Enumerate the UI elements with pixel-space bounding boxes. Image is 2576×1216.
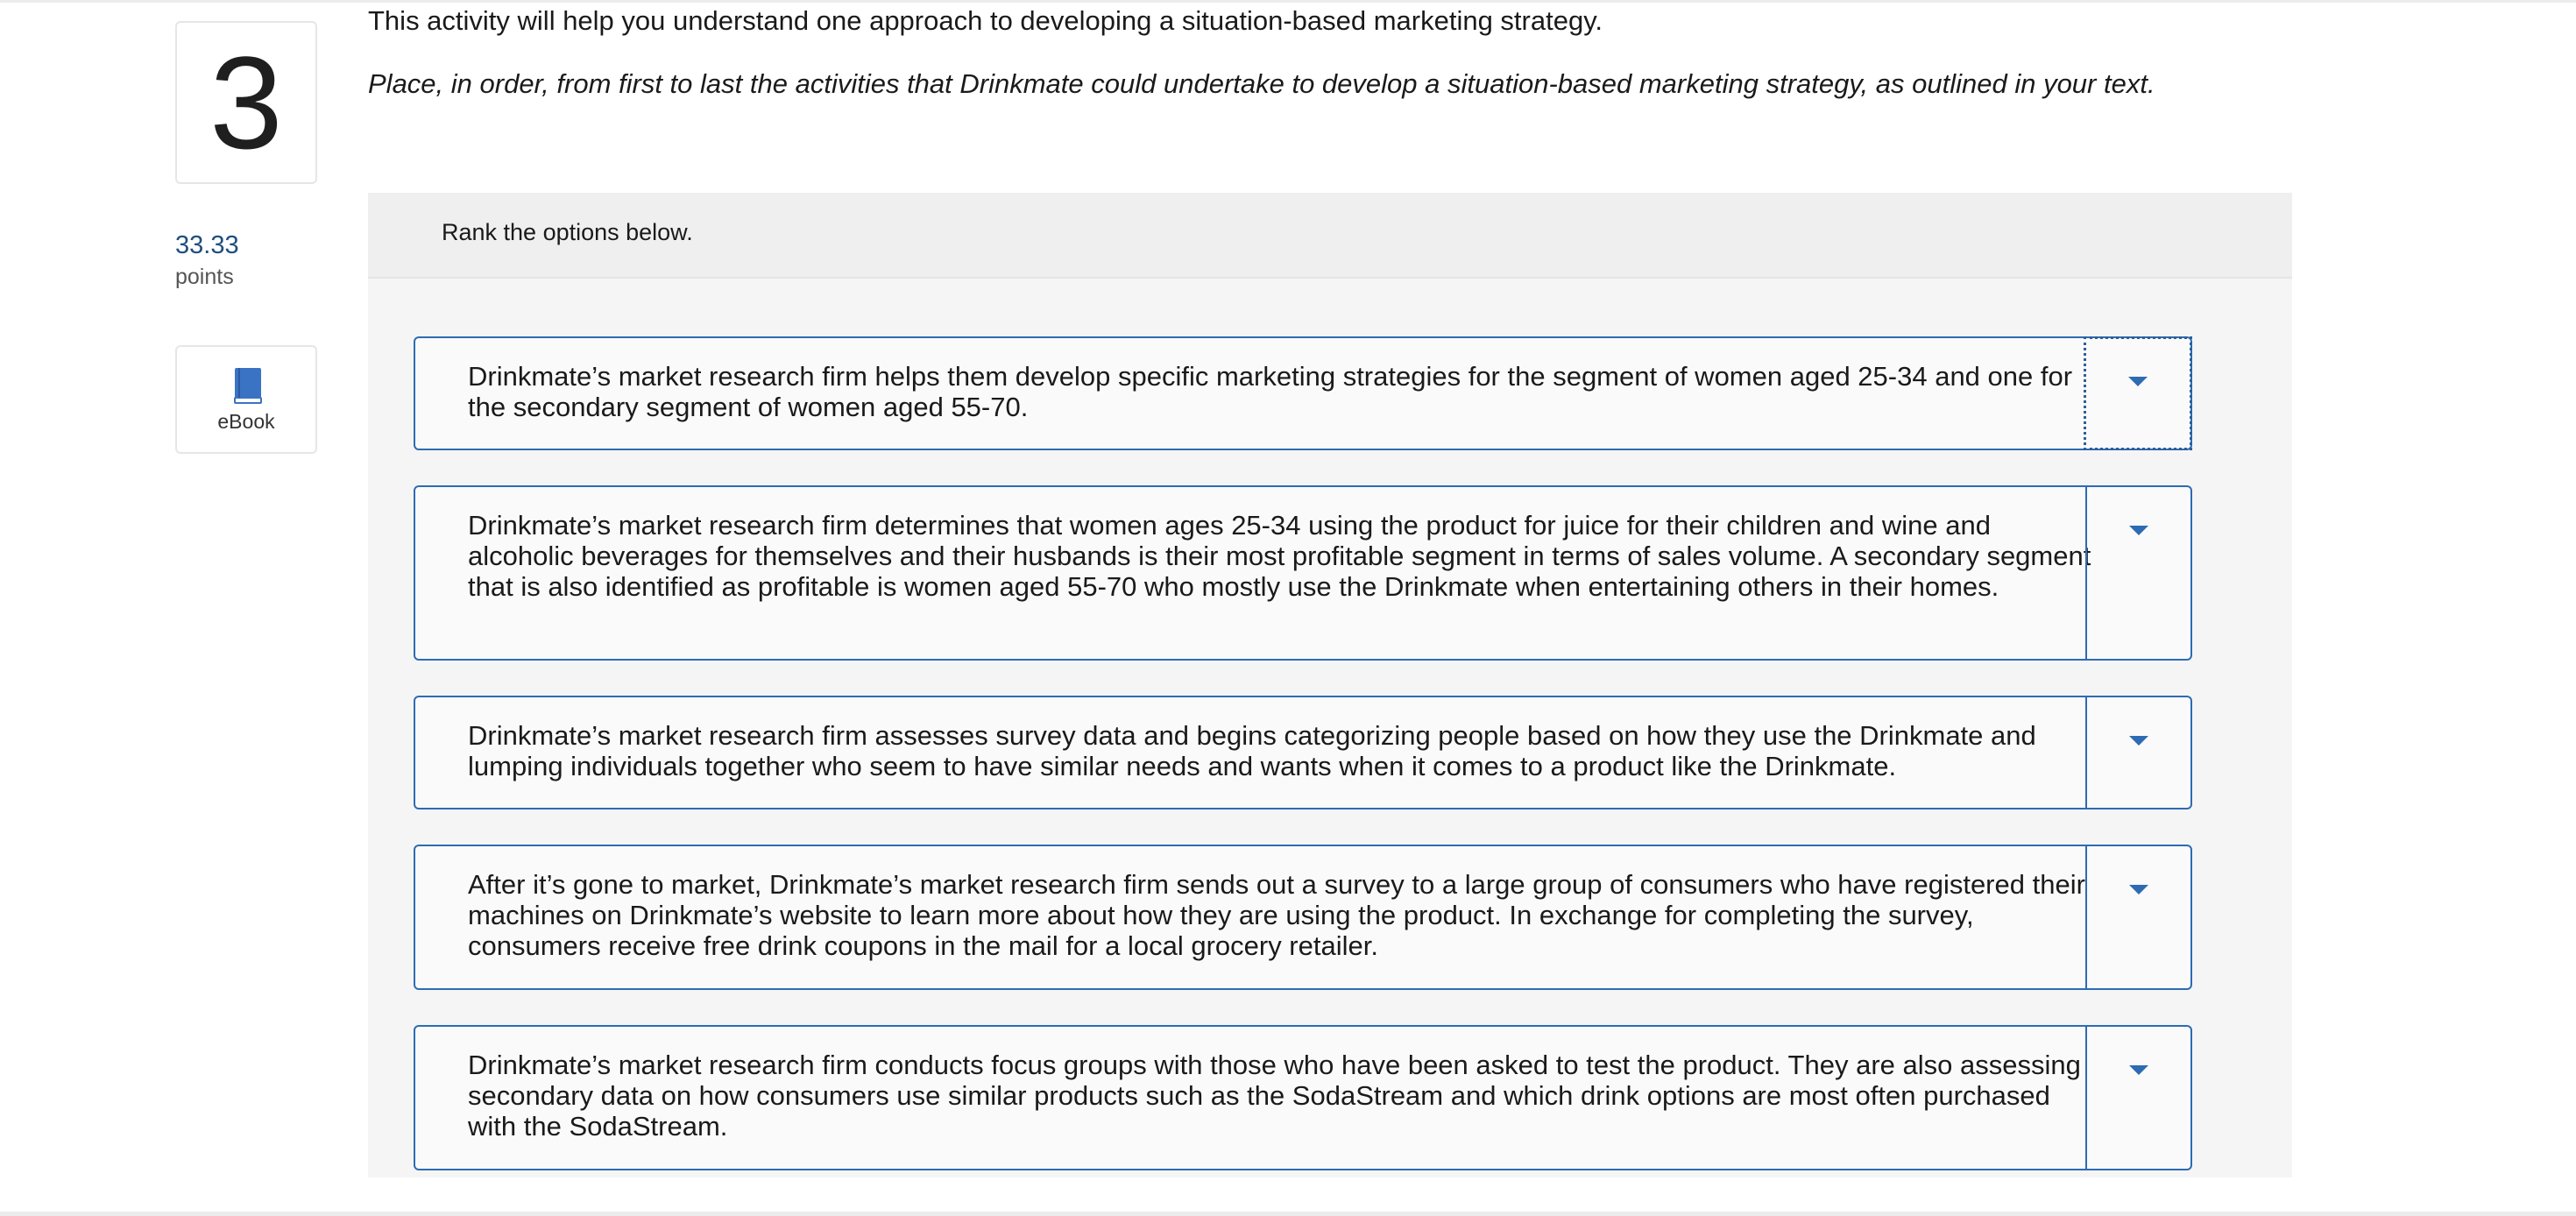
rank-item[interactable] [414,336,2192,450]
rank-item[interactable] [414,485,2192,661]
chevron-down-icon [2128,377,2148,386]
rank-item[interactable] [414,696,2192,809]
chevron-down-icon [2129,1065,2148,1075]
points-label: points [175,265,234,289]
ebook-button[interactable] [175,345,317,454]
rank-item-text: After it’s gone to market, Drinkmate’s market research firm sends out a survey to a large group of consumers who have registered their machines on Drinkmate’s website to learn more about how they are using the product. In exchange for completing the survey, consumers receive free drink coupons in the mail for a local grocery retailer. [468,869,2085,961]
rank-dropdown[interactable] [2085,846,2190,988]
ranking-header-text: Rank the options below. [442,219,693,245]
rank-dropdown[interactable] [2085,338,2190,449]
points-value: 33.33 [175,231,239,259]
rank-dropdown[interactable] [2085,1027,2190,1169]
chevron-down-icon [2129,885,2148,894]
bottom-divider [0,1212,2576,1216]
ebook-label: eBook [217,410,275,433]
intro-text: This activity will help you understand one approach to developing a situation-based marketing strategy. [368,5,1603,36]
chevron-down-icon [2129,526,2148,535]
ranking-panel [368,193,2292,1177]
rank-item-text: Drinkmate’s market research firm conducts focus groups with those who have been asked to test the product. They are also assessing secondary data on how consumers use similar products such as the SodaStream and which drink options are most often purchased with the SodaStream. [468,1050,2081,1142]
rank-dropdown[interactable] [2085,487,2190,659]
rank-item-text: Drinkmate’s market research firm assesses survey data and begins categorizing people based on how they use the Drinkmate and lumping individuals together who seem to have similar needs and wants when it comes to a product like the Drinkmate. [468,720,2036,781]
rank-item[interactable] [414,845,2192,990]
rank-item[interactable] [414,1025,2192,1170]
top-divider [0,0,2576,3]
instruction-text: Place, in order, from first to last the activities that Drinkmate could undertake to develop a situation-based marketing strategy, as outlined in your text. [368,68,2155,99]
ranking-header [368,193,2292,279]
rank-dropdown[interactable] [2085,697,2190,808]
question-number: 3 [175,21,317,184]
rank-item-text: Drinkmate’s market research firm helps them develop specific marketing strategies for the segment of women aged 25-34 and one for the secondary segment of women aged 55-70. [468,361,2073,422]
book-icon [233,368,263,405]
chevron-down-icon [2129,736,2148,746]
rank-item-text: Drinkmate’s market research firm determines that women ages 25-34 using the product for juice for their children and wine and alcoholic beverages for themselves and their husbands is their most profitable segment in terms of sales volume. A secondary segment that is also identified as profitable is women aged 55-70 who mostly use the Drinkmate when entertaining others in their homes. [468,510,2091,602]
